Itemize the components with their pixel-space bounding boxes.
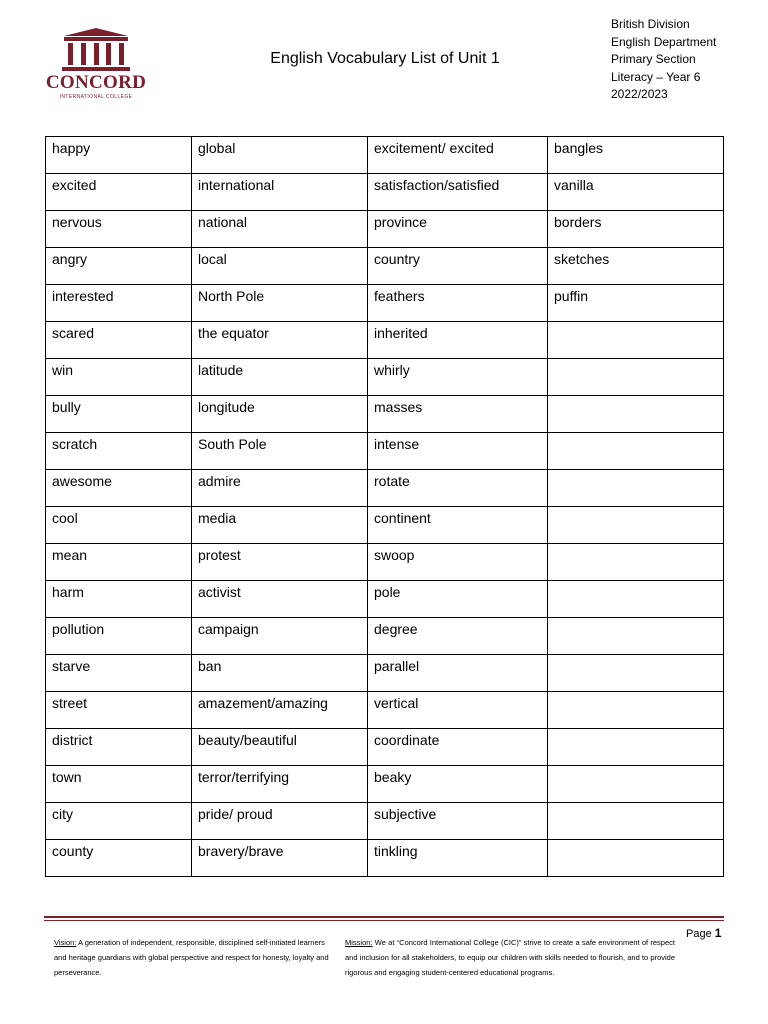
department-text: English Department — [611, 34, 717, 49]
page-number-value: 1 — [714, 926, 722, 940]
vision-label: Vision: — [54, 938, 77, 947]
vocab-cell: win — [46, 359, 192, 396]
vocab-cell — [548, 544, 724, 581]
vocab-cell: ban — [192, 655, 368, 692]
vocab-cell: tinkling — [368, 840, 548, 877]
vocab-cell — [548, 729, 724, 766]
vocab-cell: campaign — [192, 618, 368, 655]
mission-text: We at “Concord International College (CIC)” strive to create a safe environment of respect and inclusion for all stakeholders, to equip our children with skills needed to flourish, and to provide rigorous and engaging student-centered educational programs. — [345, 938, 675, 977]
footer-divider-thin — [44, 920, 724, 921]
vocab-cell: the equator — [192, 322, 368, 359]
vocab-cell: scared — [46, 322, 192, 359]
vocabulary-table — [45, 136, 724, 877]
vocab-cell: vertical — [368, 692, 548, 729]
vocab-cell: interested — [46, 285, 192, 322]
vocab-cell: cool — [46, 507, 192, 544]
vocab-cell — [548, 433, 724, 470]
vocab-cell: puffin — [548, 285, 724, 322]
table-row — [46, 692, 724, 729]
vocab-cell: town — [46, 766, 192, 803]
table-row — [46, 655, 724, 692]
vocab-cell: activist — [192, 581, 368, 618]
vocab-cell — [548, 766, 724, 803]
vocab-cell: swoop — [368, 544, 548, 581]
vocab-cell: street — [46, 692, 192, 729]
vocab-cell: borders — [548, 211, 724, 248]
vocab-cell: satisfaction/satisfied — [368, 174, 548, 211]
school-year-text: 2022/2023 — [611, 87, 668, 101]
footer-divider — [44, 916, 724, 918]
table-row — [46, 766, 724, 803]
vocab-cell: sketches — [548, 248, 724, 285]
logo-subtitle: INTERNATIONAL COLLEGE — [59, 94, 133, 100]
vocab-cell: happy — [46, 137, 192, 174]
division-text: British Division — [611, 17, 690, 31]
table-row — [46, 137, 724, 174]
vocab-cell: North Pole — [192, 285, 368, 322]
vocab-cell: rotate — [368, 470, 548, 507]
table-row — [46, 174, 724, 211]
table-row — [46, 396, 724, 433]
vocab-cell — [548, 618, 724, 655]
vocab-cell: country — [368, 248, 548, 285]
vocab-cell: beaky — [368, 766, 548, 803]
vocab-cell: admire — [192, 470, 368, 507]
concord-logo — [44, 28, 148, 100]
vocab-cell: bully — [46, 396, 192, 433]
vocab-cell: feathers — [368, 285, 548, 322]
vocab-cell: longitude — [192, 396, 368, 433]
vocab-cell: whirly — [368, 359, 548, 396]
table-row — [46, 803, 724, 840]
vocab-cell: masses — [368, 396, 548, 433]
table-row — [46, 729, 724, 766]
vocab-cell — [548, 803, 724, 840]
page-label: Page — [686, 928, 712, 940]
vocab-cell: district — [46, 729, 192, 766]
vocab-cell — [548, 840, 724, 877]
vocab-cell: awesome — [46, 470, 192, 507]
vision-statement — [54, 935, 330, 980]
table-row — [46, 507, 724, 544]
vocab-cell: excitement/ excited — [368, 137, 548, 174]
vision-text: A generation of independent, responsible, disciplined self-initiated learners and heritage guardians with global perspective and respect for honesty, loyalty and perseverance. — [54, 938, 329, 977]
vocab-cell: angry — [46, 248, 192, 285]
table-row — [46, 285, 724, 322]
table-row — [46, 322, 724, 359]
vocab-cell — [548, 581, 724, 618]
table-row — [46, 248, 724, 285]
vocab-cell — [548, 396, 724, 433]
vocab-cell: mean — [46, 544, 192, 581]
logo-name: CONCORD — [45, 72, 147, 93]
vocab-cell: pole — [368, 581, 548, 618]
vocab-cell: beauty/beautiful — [192, 729, 368, 766]
vocab-cell: bangles — [548, 137, 724, 174]
table-row — [46, 618, 724, 655]
vocab-cell: terror/terrifying — [192, 766, 368, 803]
vocab-cell: province — [368, 211, 548, 248]
vocab-cell: starve — [46, 655, 192, 692]
vocab-cell: nervous — [46, 211, 192, 248]
vocab-cell: harm — [46, 581, 192, 618]
table-row — [46, 359, 724, 396]
subject-year-text: Literacy – Year 6 — [611, 69, 701, 84]
table-row — [46, 581, 724, 618]
vocab-cell: global — [192, 137, 368, 174]
building-roof-icon — [64, 28, 128, 36]
vocab-cell: parallel — [368, 655, 548, 692]
vocab-cell: excited — [46, 174, 192, 211]
vocab-cell: intense — [368, 433, 548, 470]
vocab-cell — [548, 655, 724, 692]
vocab-cell: vanilla — [548, 174, 724, 211]
vocab-cell: amazement/amazing — [192, 692, 368, 729]
table-row — [46, 433, 724, 470]
vocab-cell: South Pole — [192, 433, 368, 470]
vocab-cell: scratch — [46, 433, 192, 470]
vocab-cell — [548, 507, 724, 544]
vocab-cell: protest — [192, 544, 368, 581]
vocab-cell: national — [192, 211, 368, 248]
department-info — [611, 16, 716, 104]
vocab-cell — [548, 470, 724, 507]
vocab-cell: coordinate — [368, 729, 548, 766]
vocab-cell: inherited — [368, 322, 548, 359]
mission-statement — [345, 935, 675, 980]
table-row — [46, 470, 724, 507]
mission-label: Mission: — [345, 938, 373, 947]
vocab-cell: latitude — [192, 359, 368, 396]
vocab-cell: bravery/brave — [192, 840, 368, 877]
table-row — [46, 840, 724, 877]
page-title: English Vocabulary List of Unit 1 — [270, 50, 500, 67]
vocab-cell: city — [46, 803, 192, 840]
vocab-cell: degree — [368, 618, 548, 655]
page-number — [686, 926, 721, 940]
vocab-cell: media — [192, 507, 368, 544]
table-row — [46, 211, 724, 248]
vocab-cell: continent — [368, 507, 548, 544]
table-row — [46, 544, 724, 581]
vocab-cell: local — [192, 248, 368, 285]
vocab-cell: pollution — [46, 618, 192, 655]
building-columns-icon — [68, 43, 124, 65]
vocab-cell: pride/ proud — [192, 803, 368, 840]
vocab-cell: county — [46, 840, 192, 877]
vocab-cell — [548, 322, 724, 359]
vocab-cell: subjective — [368, 803, 548, 840]
vocab-cell — [548, 692, 724, 729]
vocab-cell — [548, 359, 724, 396]
vocab-cell: international — [192, 174, 368, 211]
section-text: Primary Section — [611, 52, 696, 66]
